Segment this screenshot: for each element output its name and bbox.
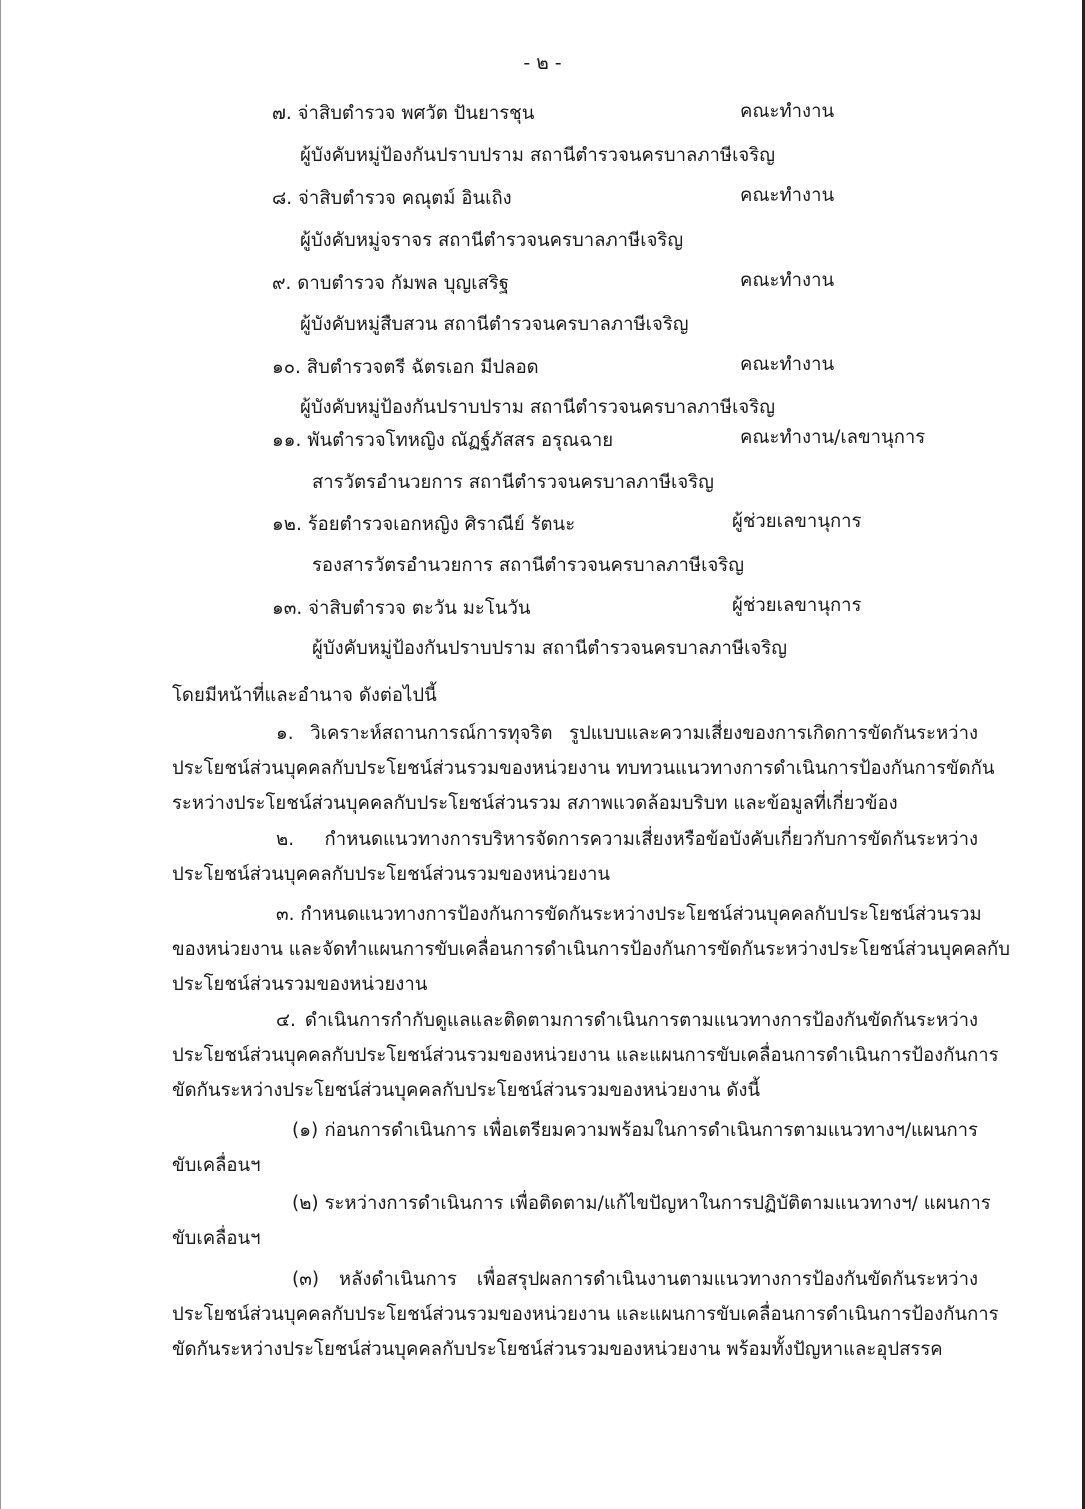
member-name: ๗. จ่าสิบตำรวจ พศวัต ปันยารชุน	[272, 103, 535, 124]
member-name: ๙. ดาบตำรวจ กัมพล บุญเสริฐ	[272, 273, 509, 294]
member-name: ๑๑. พันตำรวจโทหญิง ณัฏฐ์ภัสสร อรุณฉาย	[272, 430, 614, 451]
member-name: ๑๓. จ่าสิบตำรวจ ตะวัน มะโนวัน	[272, 598, 531, 619]
member-position: รองสารวัตรอำนวยการ สถานีตำรวจนครบาลภาษีเจริญ	[312, 555, 744, 576]
member-position: สารวัตรอำนวยการ สถานีตำรวจนครบาลภาษีเจริญ	[312, 472, 714, 493]
duty-line: ๒. กำหนดแนวทางการบริหารจัดการความเสี่ยงหรือข้อบังคับเกี่ยวกับการขัดกันระหว่าง	[276, 829, 978, 850]
subitem-line: ขับเคลื่อนฯ	[172, 1228, 261, 1249]
duty-paragraph	[172, 897, 1010, 1002]
duty-line: ประโยชน์ส่วนบุคคลกับประโยชน์ส่วนรวมของหน่วยงาน	[172, 864, 611, 885]
subitem-line: (๑) ก่อนการดำเนินการ เพื่อเตรียมความพร้อมในการดำเนินการตามแนวทางฯ/แผนการ	[292, 1120, 978, 1141]
duty-line: ประโยชน์ส่วนบุคคลกับประโยชน์ส่วนรวมของหน่วยงาน ทบทวนแนวทางการดำเนินการป้องกันการขัดกัน	[172, 758, 995, 779]
duty-line: ๑. วิเคราะห์สถานการณ์การทุจริต รูปแบบและความเสี่ยงของการเกิดการขัดกันระหว่าง	[276, 723, 978, 744]
subitem-line: ขับเคลื่อนฯ	[172, 1155, 261, 1176]
subitem-line: ขัดกันระหว่างประโยชน์ส่วนบุคคลกับประโยชน์ส่วนรวมของหน่วยงาน พร้อมทั้งปัญหาและอุปสรรค	[172, 1339, 943, 1360]
member-position: ผู้บังคับหมู่ป้องกันปราบปราม สถานีตำรวจนครบาลภาษีเจริญ	[300, 397, 775, 418]
duty-line: ขัดกันระหว่างประโยชน์ส่วนบุคคลกับประโยชน์ส่วนรวมของหน่วยงาน ดังนี้	[172, 1080, 761, 1101]
subitem-paragraph	[172, 1186, 991, 1256]
duty-line: ระหว่างประโยชน์ส่วนบุคคลกับประโยชน์ส่วนรวม สภาพแวดล้อมบริบท และข้อมูลที่เกี่ยวข้อง	[172, 793, 898, 814]
member-name: ๑๐. สิบตำรวจตรี ฉัตรเอก มีปลอด	[272, 357, 539, 378]
duty-line: ของหน่วยงาน และจัดทำแผนการขับเคลื่อนการดำเนินการป้องกันการขัดกันระหว่างประโยชน์ส่วนบุคคลกับ	[172, 939, 1010, 960]
duty-line: ๓. กำหนดแนวทางการป้องกันการขัดกันระหว่างประโยชน์ส่วนบุคคลกับประโยชน์ส่วนรวม	[276, 904, 982, 925]
subitem-line: (๒) ระหว่างการดำเนินการ เพื่อติดตาม/แก้ไขปัญหาในการปฏิบัติตามแนวทางฯ/ แผนการ	[292, 1193, 991, 1214]
member-position: ผู้บังคับหมู่สืบสวน สถานีตำรวจนครบาลภาษีเจริญ	[300, 314, 689, 335]
subitem-paragraph	[172, 1262, 999, 1367]
duty-paragraph	[172, 716, 995, 821]
duty-paragraph	[172, 822, 978, 892]
subitem-line: (๓) หลังดำเนินการ เพื่อสรุปผลการดำเนินงานตามแนวทางการป้องกันขัดกันระหว่าง	[292, 1269, 978, 1290]
member-role: คณะทำงาน	[740, 354, 835, 375]
duty-paragraph	[172, 1003, 999, 1108]
duties-intro: โดยมีหน้าที่และอำนาจ ดังต่อไปนี้	[172, 685, 437, 706]
scan-edge-left	[0, 0, 1, 1509]
member-name: ๑๒. ร้อยตำรวจเอกหญิง ศิราณีย์ รัตนะ	[272, 514, 576, 535]
member-position: ผู้บังคับหมู่ป้องกันปราบปราม สถานีตำรวจนครบาลภาษีเจริญ	[300, 145, 775, 166]
member-role: คณะทำงาน	[740, 270, 835, 291]
member-role: คณะทำงาน/เลขานุการ	[740, 427, 926, 448]
member-role: ผู้ช่วยเลขานุการ	[732, 511, 862, 532]
page-number: - ๒ -	[523, 52, 562, 74]
duty-line: ๔. ดำเนินการกำกับดูแลและติดตามการดำเนินการตามแนวทางการป้องกันขัดกันระหว่าง	[276, 1010, 978, 1031]
member-role: คณะทำงาน	[740, 185, 835, 206]
member-position: ผู้บังคับหมู่ป้องกันปราบปราม สถานีตำรวจนครบาลภาษีเจริญ	[312, 638, 787, 659]
member-name: ๘. จ่าสิบตำรวจ คณุตม์ อินเถิง	[272, 188, 512, 209]
member-position: ผู้บังคับหมู่จราจร สถานีตำรวจนครบาลภาษีเจริญ	[300, 230, 684, 251]
subitem-paragraph	[172, 1113, 978, 1183]
member-role: คณะทำงาน	[740, 101, 835, 122]
duty-line: ประโยชน์ส่วนบุคคลกับประโยชน์ส่วนรวมของหน่วยงาน และแผนการขับเคลื่อนการดำเนินการป้องกันการ	[172, 1045, 999, 1066]
subitem-line: ประโยชน์ส่วนบุคคลกับประโยชน์ส่วนรวมของหน่วยงาน และแผนการขับเคลื่อนการดำเนินการป้องกันการ	[172, 1304, 999, 1325]
member-role: ผู้ช่วยเลขานุการ	[732, 595, 862, 616]
duty-line: ประโยชน์ส่วนรวมของหน่วยงาน	[172, 974, 428, 995]
